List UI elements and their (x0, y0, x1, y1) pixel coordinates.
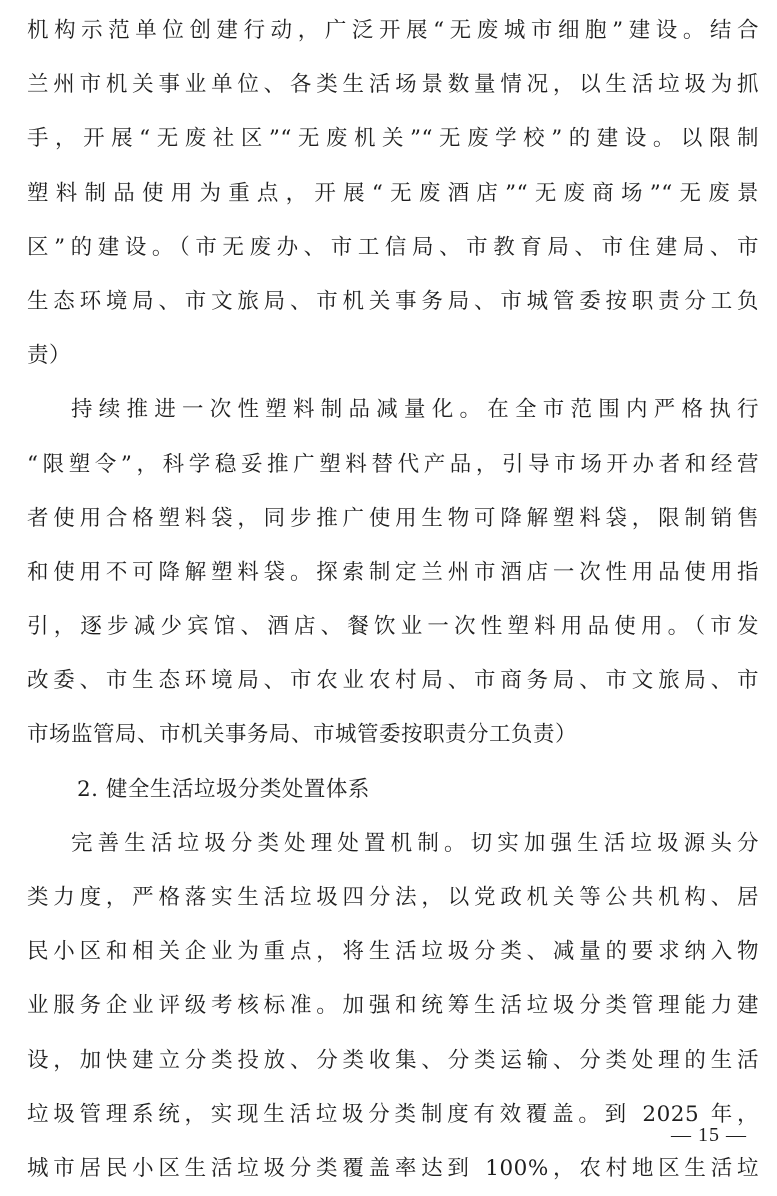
paragraph-first-line: 完善生活垃圾分类处理处置机制。切实加强生活垃圾源头分 (71, 830, 759, 856)
text-line: 设，加快建立分类投放、分类收集、分类运输、分类处理的生活 (27, 1047, 759, 1073)
text-line: 手，开展“无废社区”“无废机关”“无废学校”的建设。以限制 (27, 126, 759, 152)
paragraph-first-line: 持续推进一次性塑料制品减量化。在全市范围内严格执行 (71, 397, 759, 423)
text-line: 类力度，严格落实生活垃圾四分法，以党政机关等公共机构、居 (27, 885, 759, 910)
text-line: 市场监管局、市机关事务局、市城管委按职责分工负责） (27, 722, 578, 748)
text-line: 民小区和相关企业为重点，将生活垃圾分类、减量的要求纳入物 (27, 939, 759, 965)
text-line: 塑料制品使用为重点，开展“无废酒店”“无废商场”“无废景 (27, 180, 759, 206)
text-line: 生态环境局、市文旅局、市机关事务局、市城管委按职责分工负 (27, 288, 759, 314)
text-line: 引，逐步减少宾馆、酒店、餐饮业一次性塑料用品使用。（市发 (27, 614, 759, 640)
text-line: 者使用合格塑料袋，同步推广使用生物可降解塑料袋，限制销售 (27, 505, 759, 531)
text-line: 区”的建设。（市无废办、市工信局、市教育局、市住建局、市 (27, 234, 759, 260)
text-line: 和使用不可降解塑料袋。探索制定兰州市酒店一次性用品使用指 (27, 559, 759, 585)
text-line: “限塑令”，科学稳妥推广塑料替代产品，引导市场开办者和经营 (27, 451, 759, 477)
document-body (27, 4, 759, 1196)
text-line: 改委、市生态环境局、市农业农村局、市商务局、市文旅局、市 (27, 668, 759, 694)
text-line: 城市居民小区生活垃圾分类覆盖率达到 100%，农村地区生活垃 (27, 1155, 759, 1181)
text-line: 机构示范单位创建行动，广泛开展“无废城市细胞”建设。结合 (27, 18, 759, 43)
text-line: 业服务企业评级考核标准。加强和统筹生活垃圾分类管理能力建 (27, 993, 759, 1019)
page-number: — 15 — (671, 1124, 747, 1146)
text-line: 垃圾管理系统，实现生活垃圾分类制度有效覆盖。到 2025 年， (27, 1101, 759, 1127)
text-line: 兰州市机关事业单位、各类生活场景数量情况，以生活垃圾为抓 (27, 72, 759, 98)
section-heading: 2. 健全生活垃圾分类处置体系 (77, 776, 370, 802)
text-line: 责） (27, 343, 72, 369)
